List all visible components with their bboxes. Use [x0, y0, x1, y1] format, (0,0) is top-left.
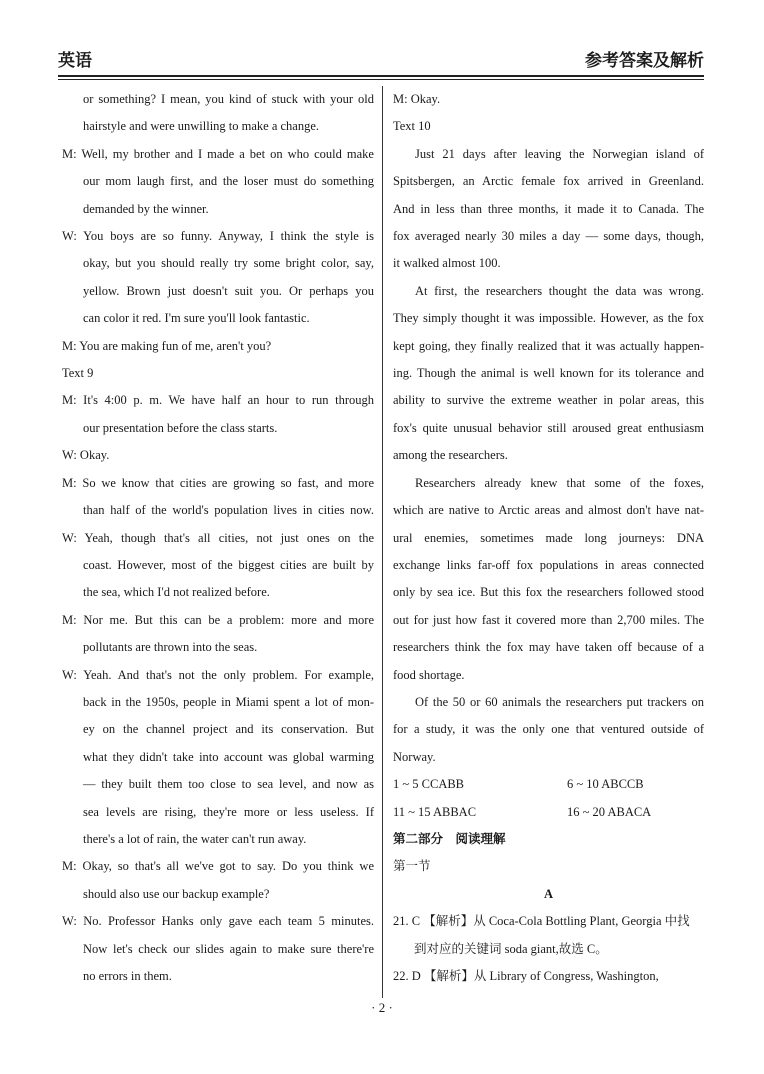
text-line: than half of the world's population lives in cities now. [83, 503, 374, 518]
text-line: At first, the researchers thought the data was wrong. [415, 283, 704, 298]
text-line: yellow. Brown just doesn't suit you. Or perhaps you [83, 283, 374, 298]
text-line: Just 21 days after leaving the Norwegian island of [415, 146, 704, 161]
text-line: exchange links far-off fox populations in areas connected [393, 557, 704, 572]
left-column [62, 86, 374, 990]
text-line: They simply thought it was impossible. However, as the fox [393, 311, 704, 326]
text-line: ing. Though the animal is well known for its tolerance and [393, 366, 704, 381]
text-line: back in the 1950s, people in Miami spent a lot of mon- [83, 694, 374, 709]
answer-key: 6 ~ 10 ABCCB [567, 777, 644, 792]
subsection-heading: 第一节 [393, 859, 431, 874]
text-line: And in less than three months, it made it to Canada. The [393, 201, 704, 216]
text-line: which are native to Arctic areas and almost don't have nat- [393, 503, 704, 518]
section-title: 参考答案及解析 [585, 51, 704, 71]
text-line: the sea, which I'd not realized before. [83, 585, 270, 600]
text-line: among the researchers. [393, 448, 508, 463]
text-line: okay, but you should really try some bright color, say, [83, 256, 374, 271]
answer-explanation: 21. C 【解析】从 Coca-Cola Bottling Plant, Georgia 中找 [393, 914, 690, 929]
text-line: Norway. [393, 749, 436, 764]
text-line: fox averaged nearly 30 miles a day — some days, though, [393, 229, 704, 244]
text-line: our presentation before the class starts. [83, 420, 278, 435]
page-header [58, 46, 704, 74]
text-line: or something? I mean, you kind of stuck with your old [83, 92, 374, 106]
text-line: ural enemies, sometimes made long journeys: DNA [393, 530, 704, 545]
text-line: food shortage. [393, 667, 465, 682]
part-heading: 第二部分 阅读理解 [393, 831, 506, 846]
page-number: · 2 · [371, 1000, 393, 1015]
text-line: for a study, it was the only one that ventured outside of [393, 722, 704, 737]
text-line: only by sea ice. But this fox the researchers followed stood [393, 585, 704, 600]
text-line: M: You are making fun of me, aren't you? [62, 338, 272, 353]
text-line: what they didn't take into account was global warming [83, 749, 374, 764]
text-line: W: Okay. [62, 448, 110, 463]
text-line: ability to survive the extreme weather in polar areas, this [393, 393, 704, 408]
text-line: can color it red. I'm sure you'll look fantastic. [83, 311, 310, 326]
text-line: Of the 50 or 60 animals the researchers put trackers on [415, 694, 704, 709]
text-line: W: No. Professor Hanks only gave each team 5 minutes. [62, 914, 374, 929]
text-line: demanded by the winner. [83, 201, 209, 216]
column-divider [382, 86, 383, 998]
text-line: M: Nor me. But this can be a problem: more and more [62, 612, 374, 627]
text-line: should also use our backup example? [83, 886, 270, 901]
text-line: M: Okay. [393, 92, 441, 106]
text-line: no errors in them. [83, 969, 172, 983]
text-line: it walked almost 100. [393, 256, 501, 271]
text-line: coast. However, most of the biggest cities are built by [83, 557, 374, 572]
text-line: — they built them too close to sea level, and now as [83, 777, 374, 792]
section-label: Text 10 [393, 119, 431, 134]
text-line: our mom laugh first, and the loser must do something [83, 174, 374, 189]
text-line: kept going, they finally realized that it was actually happen- [393, 338, 704, 353]
section-label: Text 9 [62, 366, 94, 381]
text-line: hairstyle and were unwilling to make a change. [83, 119, 320, 134]
answer-key: 1 ~ 5 CCABB [393, 777, 465, 792]
text-line: there's a lot of rain, the water can't run away. [83, 831, 307, 846]
text-line: Spitsbergen, an Arctic female fox arrived in Greenland. [393, 174, 704, 189]
header-rule-thin [58, 79, 704, 80]
answer-key: 11 ~ 15 ABBAC [393, 804, 477, 819]
right-column [393, 86, 704, 990]
text-line: researchers think the fox may have taken off because of a [393, 640, 704, 655]
answer-explanation: 到对应的关键词 soda giant,故选 C。 [414, 941, 608, 956]
text-line: fox's quite unusual behavior still aroused great enthusiasm [393, 420, 704, 435]
text-line: W: Yeah, though that's all cities, not just ones on the [62, 530, 374, 545]
text-line: Researchers already knew that some of the foxes, [415, 475, 704, 490]
text-line: M: It's 4:00 p. m. We have half an hour to run through [62, 393, 374, 408]
text-line: ey on the channel project and its conservation. But [83, 722, 374, 737]
text-line: W: Yeah. And that's not the only problem. For example, [62, 667, 374, 682]
answer-key: 16 ~ 20 ABACA [567, 804, 652, 819]
text-line: M: Okay, so that's all we've got to say. Do you think we [62, 859, 374, 874]
text-line: Now let's check our slides again to make sure there're [83, 941, 374, 956]
answer-explanation: 22. D 【解析】从 Library of Congress, Washington, [393, 969, 659, 983]
text-line: M: So we know that cities are growing so fast, and more [62, 475, 374, 490]
text-line: pollutants are thrown into the seas. [83, 640, 258, 655]
passage-letter: A [543, 886, 554, 901]
answer-row [393, 771, 704, 798]
answer-row [393, 799, 704, 826]
header-rule-thick [58, 75, 704, 77]
subject-title: 英语 [58, 51, 92, 71]
text-line: out for just how fast it covered more than 2,700 miles. The [393, 612, 704, 627]
text-line: M: Well, my brother and I made a bet on who could make [62, 146, 374, 161]
text-line: W: You boys are so funny. Anyway, I think the style is [62, 229, 374, 244]
text-line: sea levels are rising, they're more or less useless. If [83, 804, 374, 819]
